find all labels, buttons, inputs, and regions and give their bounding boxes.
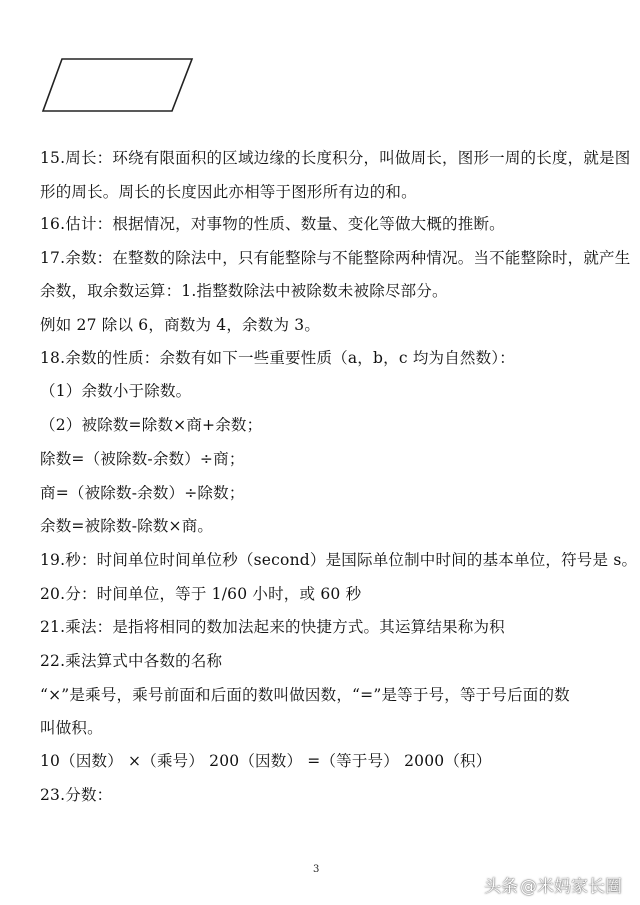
text-line: （1）余数小于除数。 xyxy=(40,382,192,400)
text-line: 除数=（被除数-余数）÷商； xyxy=(40,450,245,468)
text-line: 17.余数：在整数的除法中，只有能整除与不能整除两种情况。当不能整除时，就产生 xyxy=(40,249,631,267)
watermark-handle: @米妈家长圈 xyxy=(520,876,622,897)
text-line: 18.余数的性质：余数有如下一些重要性质（a，b，c 均为自然数）： xyxy=(40,349,515,367)
text-line: 商=（被除数-余数）÷除数； xyxy=(40,484,245,502)
text-line: 叫做积。 xyxy=(40,719,103,737)
watermark xyxy=(484,871,624,897)
text-line: 形的周长。周长的长度因此亦相等于图形所有边的和。 xyxy=(40,183,417,201)
text-line: 16.估计：根据情况，对事物的性质、数量、变化等做大概的推断。 xyxy=(40,215,505,233)
parallelogram-shape xyxy=(43,59,192,111)
text-line: 21.乘法：是指将相同的数加法起来的快捷方式。其运算结果称为积 xyxy=(40,618,505,636)
text-line: 19.秒：时间单位时间单位秒（second）是国际单位制中时间的基本单位，符号是 s。 xyxy=(40,551,638,569)
text-line: 10（因数） ×（乘号） 200（因数） =（等于号） 2000（积） xyxy=(40,752,492,770)
watermark-brand: 头条 xyxy=(484,876,518,897)
text-line: “×”是乘号，乘号前面和后面的数叫做因数，“=”是等于号，等于号后面的数 xyxy=(40,686,570,704)
text-line: 15.周长：环绕有限面积的区域边缘的长度积分，叫做周长，图形一周的长度，就是图 xyxy=(40,149,631,167)
parallelogram-figure xyxy=(40,56,195,114)
section-heading: 22.乘法算式中各数的名称 xyxy=(40,652,223,670)
text-line: 例如 27 除以 6，商数为 4，余数为 3。 xyxy=(40,316,321,334)
section-heading: 23.分数： xyxy=(40,786,113,804)
text-line: 20.分：时间单位，等于 1/60 小时，或 60 秒 xyxy=(40,585,362,603)
text-line: 余数=被除数-除数×商。 xyxy=(40,517,214,535)
text-line: 余数，取余数运算：1.指整数除法中被除数未被除尽部分。 xyxy=(40,282,448,300)
page-number: 3 xyxy=(313,864,320,875)
text-line: （2）被除数=除数×商+余数； xyxy=(40,416,263,434)
